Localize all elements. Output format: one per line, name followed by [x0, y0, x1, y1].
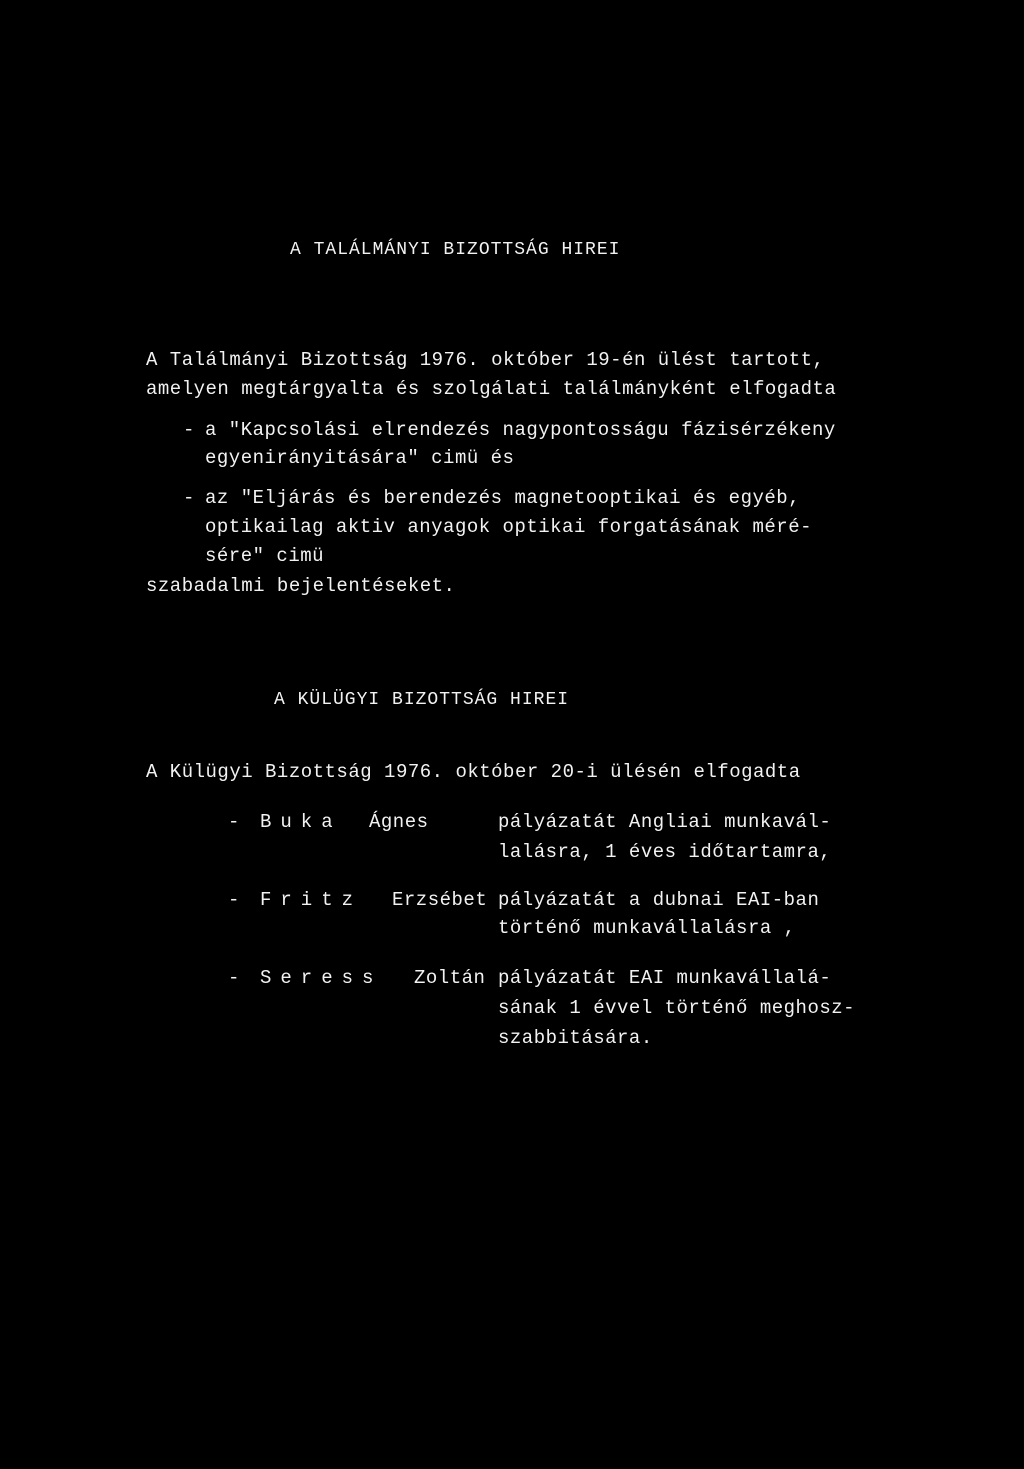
- section1-closing: szabadalmi bejelentéseket.: [146, 575, 456, 597]
- entry-text-line: lalásra, 1 éves időtartamra,: [498, 841, 832, 863]
- list-item-line: egyenirányitására" cimü és: [205, 447, 515, 469]
- list-item-dash: -: [183, 419, 195, 441]
- entry-text-line: szabbitására.: [498, 1027, 653, 1049]
- entry-text-line: sának 1 évvel történő meghosz-: [498, 997, 856, 1019]
- entry-surname: Fritz: [260, 889, 363, 911]
- section1-heading: A TALÁLMÁNYI BIZOTTSÁG HIREI: [290, 240, 621, 260]
- entry-given-name: Zoltán: [414, 967, 486, 989]
- entry-dash: -: [228, 889, 240, 911]
- entry-given-name: Ágnes: [369, 811, 429, 833]
- entry-dash: -: [228, 967, 240, 989]
- section1-intro-line-1: A Találmányi Bizottság 1976. október 19-én ülést tartott,: [146, 349, 825, 371]
- entry-text-line: pályázatát a dubnai EAI-ban: [498, 889, 820, 911]
- entry-text-line: történő munkavállalásra ,: [498, 917, 796, 939]
- section2-heading: A KÜLÜGYI BIZOTTSÁG HIREI: [274, 690, 570, 710]
- entry-surname: Seress: [260, 967, 383, 989]
- entry-text-line: pályázatát EAI munkavállalá-: [498, 967, 832, 989]
- list-item-line: az "Eljárás és berendezés magnetooptikai és egyéb,: [205, 487, 801, 509]
- list-item-line: a "Kapcsolási elrendezés nagypontosságu fázisérzékeny: [205, 419, 836, 441]
- entry-dash: -: [228, 811, 240, 833]
- section2-intro: A Külügyi Bizottság 1976. október 20-i ülésén elfogadta: [146, 761, 801, 783]
- entry-surname: Buka: [260, 811, 342, 833]
- list-item-dash: -: [183, 487, 195, 509]
- list-item-line: sére" cimü: [205, 545, 325, 567]
- section1-intro-line-2: amelyen megtárgyalta és szolgálati találmányként elfogadta: [146, 378, 837, 400]
- list-item-line: optikailag aktiv anyagok optikai forgatásának méré-: [205, 516, 812, 538]
- entry-text-line: pályázatát Angliai munkavál-: [498, 811, 832, 833]
- entry-given-name: Erzsébet: [392, 889, 488, 911]
